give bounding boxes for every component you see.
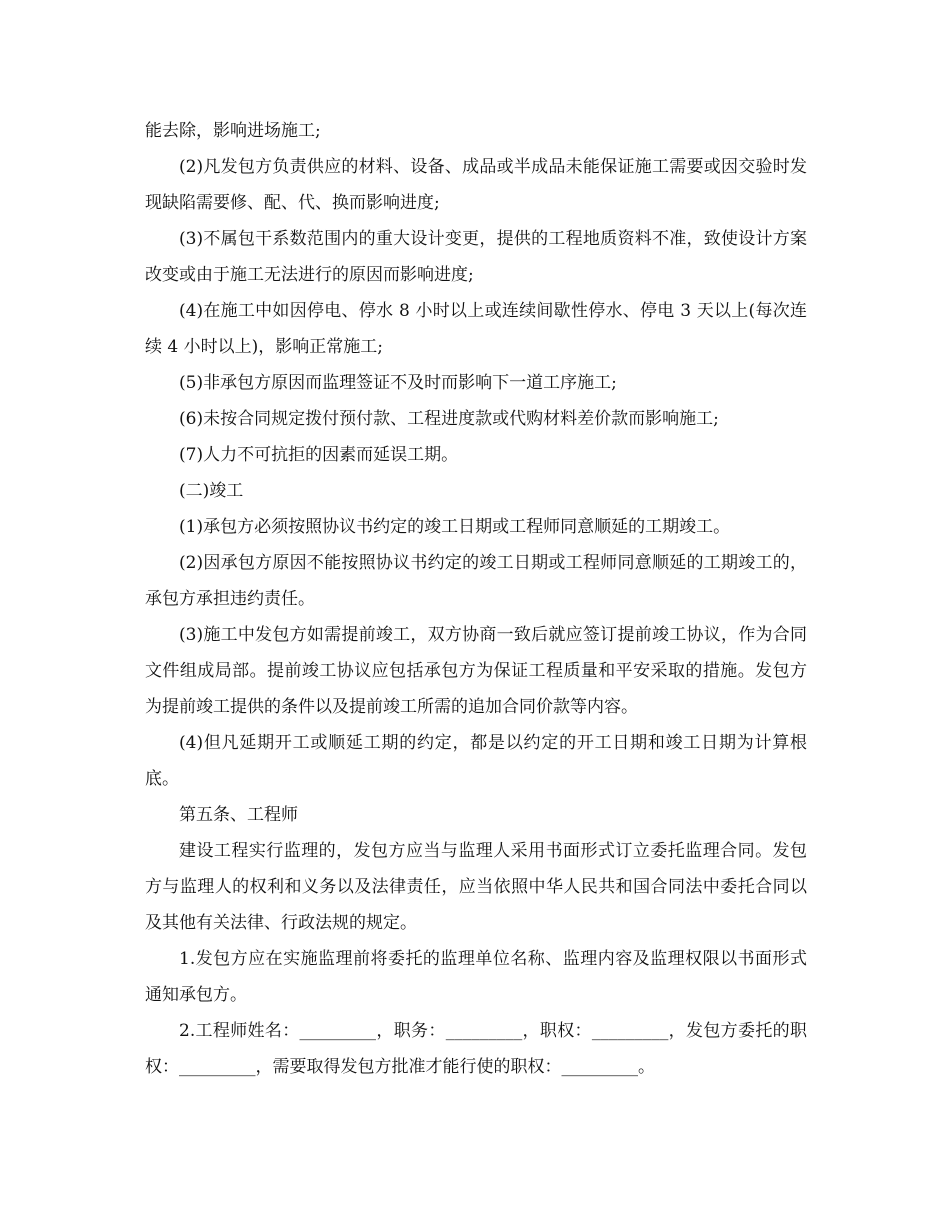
paragraph-item-5-supervision: (5)非承包方原因而监理签证不及时而影响下一道工序施工; [179, 373, 617, 393]
paragraph-completion-1: (1)承包方必须按照协议书约定的竣工日期或工程师同意顺延的工期竣工。 [179, 517, 731, 537]
paragraph-item-3-design-change: (3)不属包干系数范围内的重大设计变更，提供的工程地质资料不准，致使设计方案改变或由于施工无法进行的原因而影响进度; [145, 229, 807, 285]
paragraph-completion-4: (4)但凡延期开工或顺延工期的约定，都是以约定的开工日期和竣工日期为计算根底。 [145, 733, 807, 789]
paragraph-engineer-2: 2.工程师姓名：_________，职务：_________，职权：_________，发包方委托的职权：_________，需要取得发包方批准才能行使的职权：_________。 [145, 1021, 807, 1077]
paragraph-item-7-force-majeure: (7)人力不可抗拒的因素而延误工期。 [179, 445, 459, 465]
paragraph-item-4-power-water: (4)在施工中如因停电、停水 8 小时以上或连续间歇性停水、停电 3 天以上(每次连续 4 小时以上)，影响正常施工; [145, 301, 807, 357]
section-heading-completion: (二)竣工 [179, 481, 244, 501]
document-body [145, 113, 807, 1085]
paragraph-engineer-1: 1.发包方应在实施监理前将委托的监理单位名称、监理内容及监理权限以书面形式通知承包方。 [145, 949, 807, 1005]
paragraph-item-2-materials: (2)凡发包方负责供应的材料、设备、成品或半成品未能保证施工需要或因交验时发现缺陷需要修、配、代、换而影响进度; [145, 157, 807, 213]
paragraph-item-6-payment: (6)未按合同规定拨付预付款、工程进度款或代购材料差价款而影响施工; [179, 409, 719, 429]
paragraph-continuation: 能去除，影响进场施工; [145, 121, 321, 141]
paragraph-completion-3: (3)施工中发包方如需提前竣工，双方协商一致后就应签订提前竣工协议，作为合同文件组成局部。提前竣工协议应包括承包方为保证工程质量和平安采取的措施。发包方为提前竣工提供的条件以及提前竣工所需的追加合同价款等内容。 [145, 625, 807, 717]
paragraph-supervision-contract: 建设工程实行监理的，发包方应当与监理人采用书面形式订立委托监理合同。发包方与监理人的权利和义务以及法律责任，应当依照中华人民共和国合同法中委托合同以及其他有关法律、行政法规的规定。 [145, 841, 807, 933]
article-heading-engineer: 第五条、工程师 [179, 805, 298, 825]
paragraph-completion-2: (2)因承包方原因不能按照协议书约定的竣工日期或工程师同意顺延的工期竣工的，承包方承担违约责任。 [145, 553, 807, 609]
